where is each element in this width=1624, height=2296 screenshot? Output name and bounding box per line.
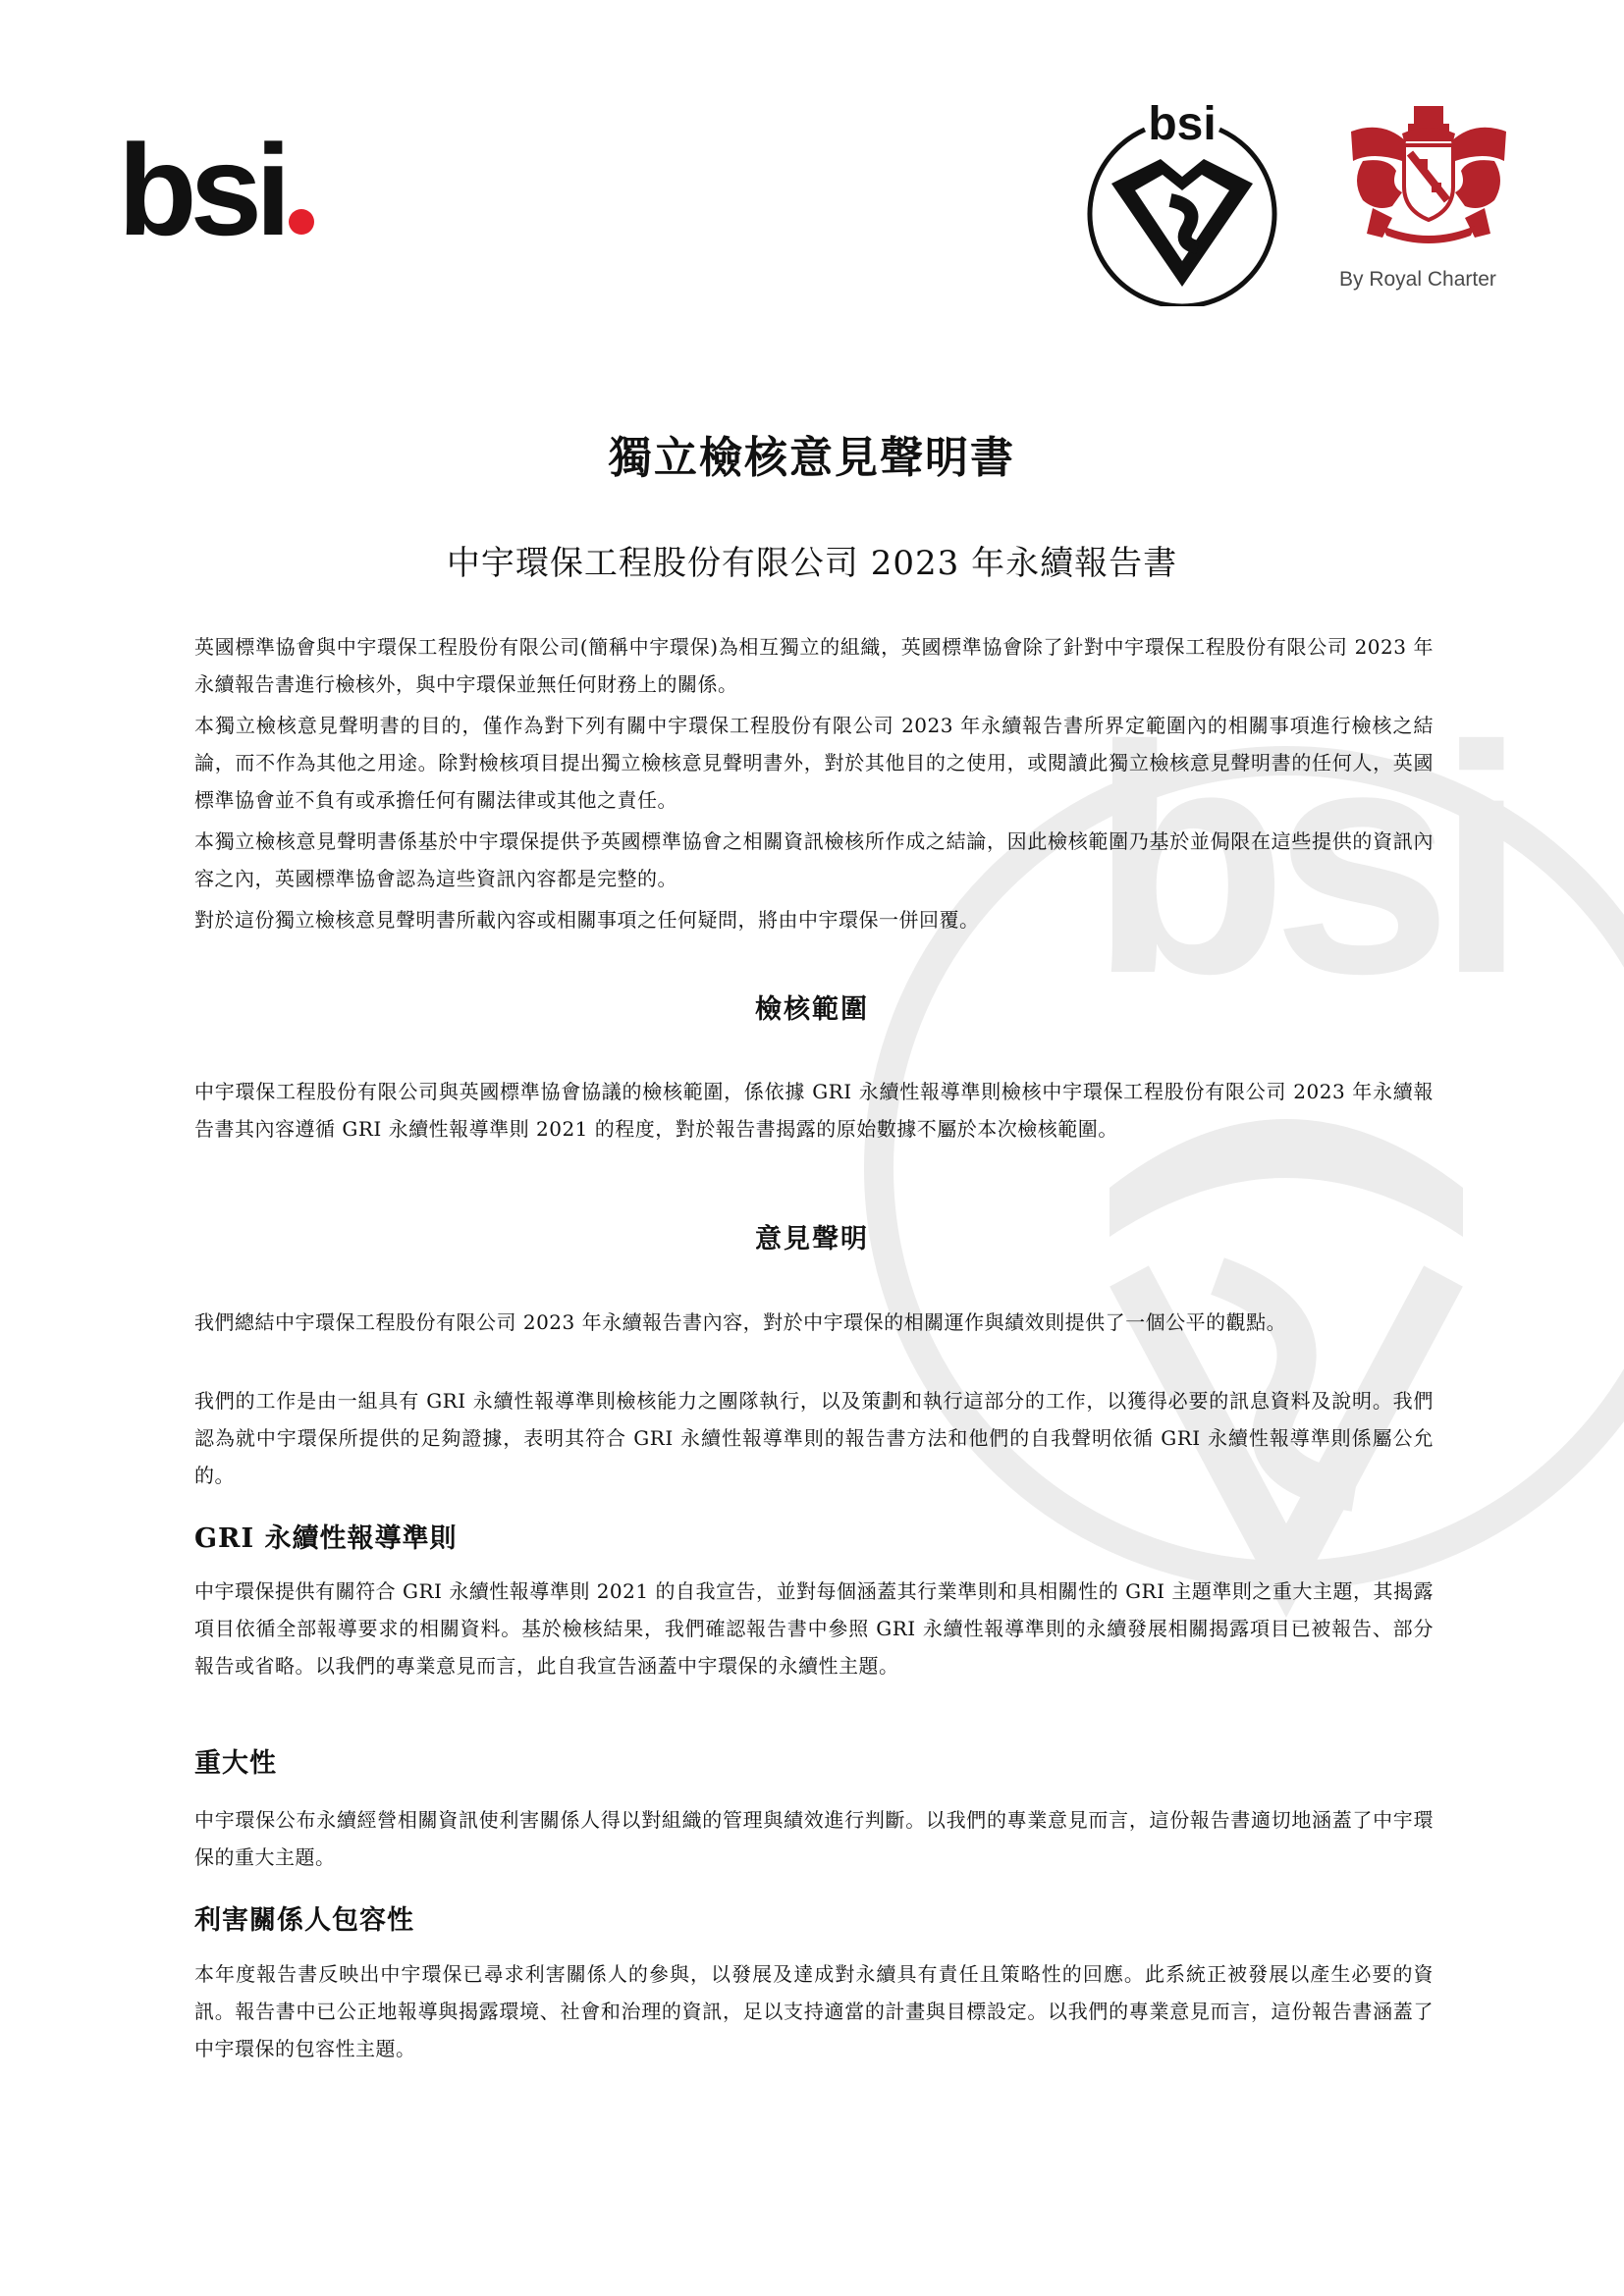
intro-paragraph-3: 本獨立檢核意見聲明書係基於中宇環保提供予英國標準協會之相關資訊檢核所作成之結論，因此檢核範圍乃基於並侷限在這些提供的資訊內容之內，英國標準協會認為這些資訊內容都是完整的。 [194,829,1434,890]
intro-paragraph-1: 英國標準協會與中宇環保工程股份有限公司(簡稱中宇環保)為相互獨立的組織，英國標準協會除了針對中宇環保工程股份有限公司 2023 年永續報告書進行檢核外，與中宇環保並無任何財務上的關係。 [194,635,1434,696]
opinion-paragraph-2: 我們的工作是由一組具有 GRI 永續性報導準則檢核能力之團隊執行，以及策劃和執行這部分的工作，以獲得必要的訊息資料及說明。我們認為就中宇環保所提供的足夠證據，表明其符合 GRI 永續性報導準則的報告書方法和他們的自我聲明依循 GRI 永續性報導準則係屬公允的。 [194,1389,1434,1487]
bsi-logo [118,118,314,262]
kitemark-icon [1084,90,1280,306]
gri-heading: GRI 永續性報導準則 [194,1523,458,1554]
opinion-heading: 意見聲明 [755,1224,869,1255]
bsi-logo-dot [289,209,314,235]
page-subtitle: 中宇環保工程股份有限公司 2023 年永續報告書 [446,544,1178,583]
inclusivity-heading: 利害關係人包容性 [194,1905,414,1936]
materiality-paragraph: 中宇環保公布永續經營相關資訊使利害關係人得以對組織的管理與績效進行判斷。以我們的專業意見而言，這份報告書適切地涵蓋了中宇環保的重大主題。 [194,1808,1434,1869]
page-title: 獨立檢核意見聲明書 [609,433,1015,483]
intro-paragraph-4: 對於這份獨立檢核意見聲明書所載內容或相關事項之任何疑問，將由中宇環保一併回覆。 [194,908,980,932]
inclusivity-paragraph: 本年度報告書反映出中宇環保已尋求利害關係人的參與，以發展及達成對永續具有責任且策略性的回應。此系統正被發展以產生必要的資訊。報告書中已公正地報導與揭露環境、社會和治理的資訊，足以支持適當的計畫與目標設定。以我們的專業意見而言，這份報告書涵蓋了中宇環保的包容性主題。 [194,1962,1434,2060]
royal-crest-icon [1333,102,1524,247]
materiality-heading: 重大性 [194,1748,277,1779]
kitemark-text: bsi [1148,98,1217,150]
royal-charter-label: By Royal Charter [1339,268,1496,291]
scope-paragraph: 中宇環保工程股份有限公司與英國標準協會協議的檢核範圍，係依據 GRI 永續性報導準則檢核中宇環保工程股份有限公司 2023 年永續報告書其內容遵循 GRI 永續性報導準則 2021 的程度，對於報告書揭露的原始數據不屬於本次檢核範圍。 [194,1080,1434,1141]
svg-text:bsi: bsi [1090,726,1511,1041]
gri-paragraph: 中宇環保提供有關符合 GRI 永續性報導準則 2021 的自我宣告，並對每個涵蓋其行業準則和具相關性的 GRI 主題準則之重大主題，其揭露項目依循全部報導要求的相關資料。基於檢核結果，我們確認報告書中參照 GRI 永續性報導準則的永續發展相關揭露項目已被報告、部分報告或省略。以我們的專業意見而言，此自我宣告涵蓋中宇環保的永續性主題。 [194,1579,1434,1678]
scope-heading: 檢核範圍 [755,994,869,1025]
bsi-logo-text: bsi [118,118,285,262]
opinion-paragraph-1: 我們總結中宇環保工程股份有限公司 2023 年永續報告書內容，對於中宇環保的相關運作與績效則提供了一個公平的觀點。 [194,1310,1287,1334]
intro-paragraph-2: 本獨立檢核意見聲明書的目的，僅作為對下列有關中宇環保工程股份有限公司 2023 年永續報告書所界定範圍內的相關事項進行檢核之結論，而不作為其他之用途。除對檢核項目提出獨立檢核意見聲明書外，對於其他目的之使用，或閱讀此獨立檢核意見聲明書的任何人，英國標準協會並不負有或承擔任何有關法律或其他之責任。 [194,714,1434,812]
